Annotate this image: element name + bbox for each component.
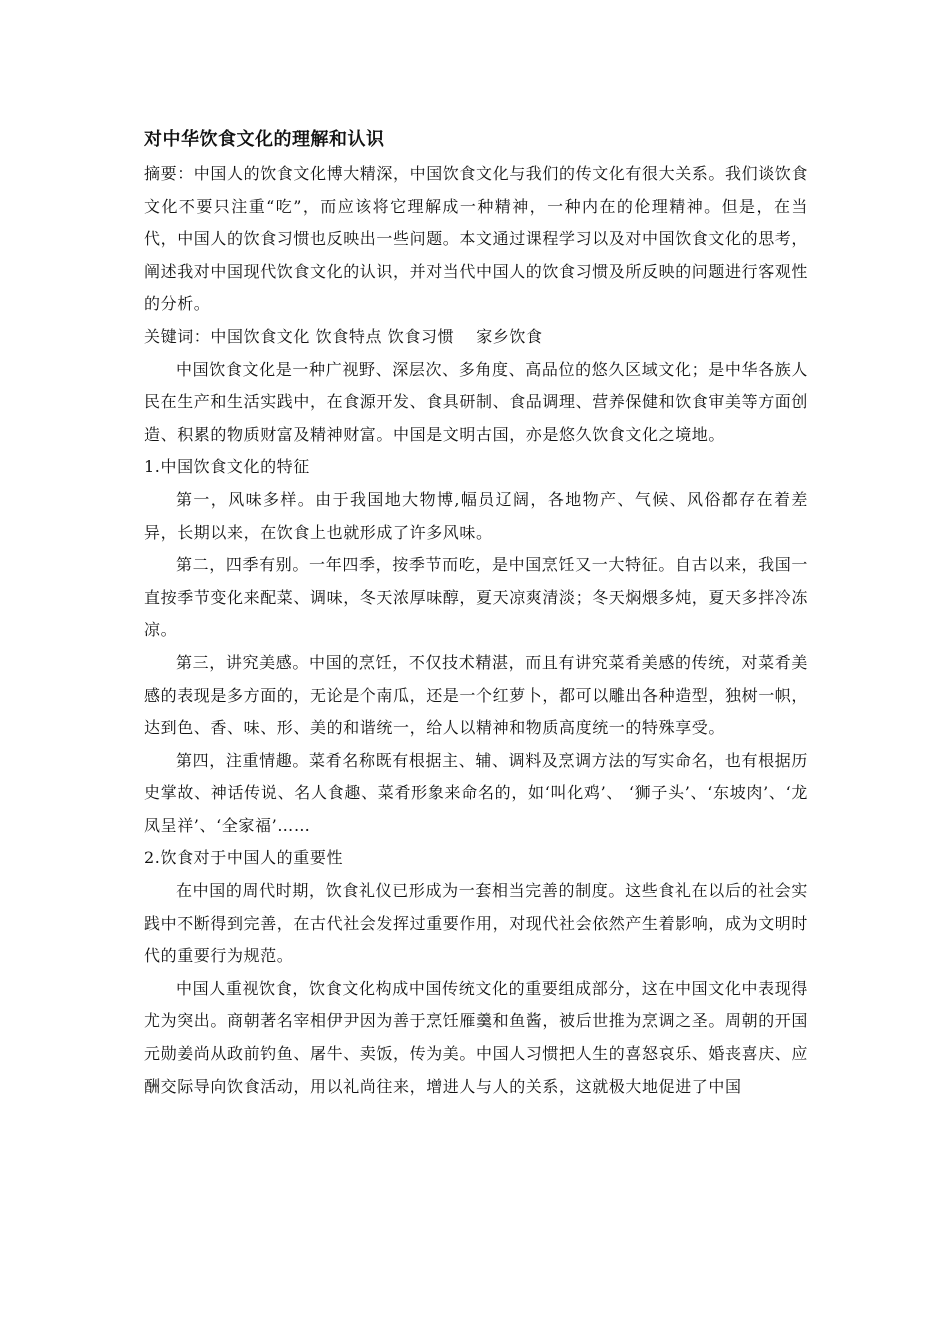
document-page (144, 126, 808, 1103)
section2-paragraph-2: 中国人重视饮食，饮食文化构成中国传统文化的重要组成部分，这在中国文化中表现得尤为突出。商朝著名宰相伊尹因为善于烹饪雁羹和鱼酱，被后世推为烹调之圣。周朝的开国元勋姜尚从政前钓鱼、屠牛、卖饭，传为美。中国人习惯把人生的喜怒哀乐、婚丧喜庆、应酬交际导向饮食活动，用以礼尚往来，增进人与人的关系，这就极大地促进了中国 (144, 978, 809, 1096)
section1-paragraph-1: 第一，风味多样。由于我国地大物博,幅员辽阔，各地物产、气候、风俗都存在着差异，长期以来，在饮食上也就形成了许多风味。 (144, 489, 808, 542)
section1-paragraph-4: 第四，注重情趣。菜肴名称既有根据主、辅、调料及烹调方法的写实命名，也有根据历史掌故、神话传说、名人食趣、菜肴形象来命名的，如‘叫化鸡’、 ‘狮子头’、‘东坡肉’、‘龙凤呈祥’、‘全家福’…… (144, 750, 808, 835)
section2-paragraph-1: 在中国的周代时期，饮食礼仪已形成为一套相当完善的制度。这些食礼在以后的社会实践中不断得到完善，在古代社会发挥过重要作用，对现代社会依然产生着影响，成为文明时代的重要行为规范。 (144, 881, 809, 966)
abstract-paragraph: 摘要：中国人的饮食文化博大精深，中国饮食文化与我们的传文化有很大关系。我们谈饮食文化不要只注重“吃”，而应该将它理解成一种精神，一种内在的伦理精神。但是，在当代，中国人的饮食习惯也反映出一些问题。本文通过课程学习以及对中国饮食文化的思考，阐述我对中国现代饮食文化的认识，并对当代中国人的饮食习惯及所反映的问题进行客观性的分析。 (144, 164, 809, 314)
section2-heading: 2.饮食对于中国人的重要性 (144, 848, 344, 868)
section1-heading: 1.中国饮食文化的特征 (144, 457, 310, 477)
keywords-line (144, 321, 808, 354)
section1-paragraph-2: 第二，四季有别。一年四季，按季节而吃，是中国烹饪又一大特征。自古以来，我国一直按季节变化来配菜、调味，冬天浓厚味醇，夏天凉爽清淡；冬天焖煨多炖，夏天多拌冷冻凉。 (144, 555, 809, 640)
document-title: 对中华饮食文化的理解和认识 (144, 129, 385, 150)
keyword-hometown: 家乡饮食 (476, 326, 543, 346)
intro-paragraph: 中国饮食文化是一种广视野、深层次、多角度、高品位的悠久区域文化；是中华各族人民在生产和生活实践中，在食源开发、食具研制、食品调理、营养保健和饮食审美等方面创造、积累的物质财富及精神财富。中国是文明古国，亦是悠久饮食文化之境地。 (144, 359, 809, 444)
keywords-label: 关键词：中国饮食文化 饮食特点 饮食习惯 (144, 326, 455, 346)
section1-paragraph-3: 第三，讲究美感。中国的烹饪，不仅技术精湛，而且有讲究菜肴美感的传统，对菜肴美感的表现是多方面的，无论是个南瓜，还是一个红萝卜，都可以雕出各种造型，独树一帜，达到色、香、味、形、美的和谐统一，给人以精神和物质高度统一的特殊享受。 (144, 652, 809, 738)
